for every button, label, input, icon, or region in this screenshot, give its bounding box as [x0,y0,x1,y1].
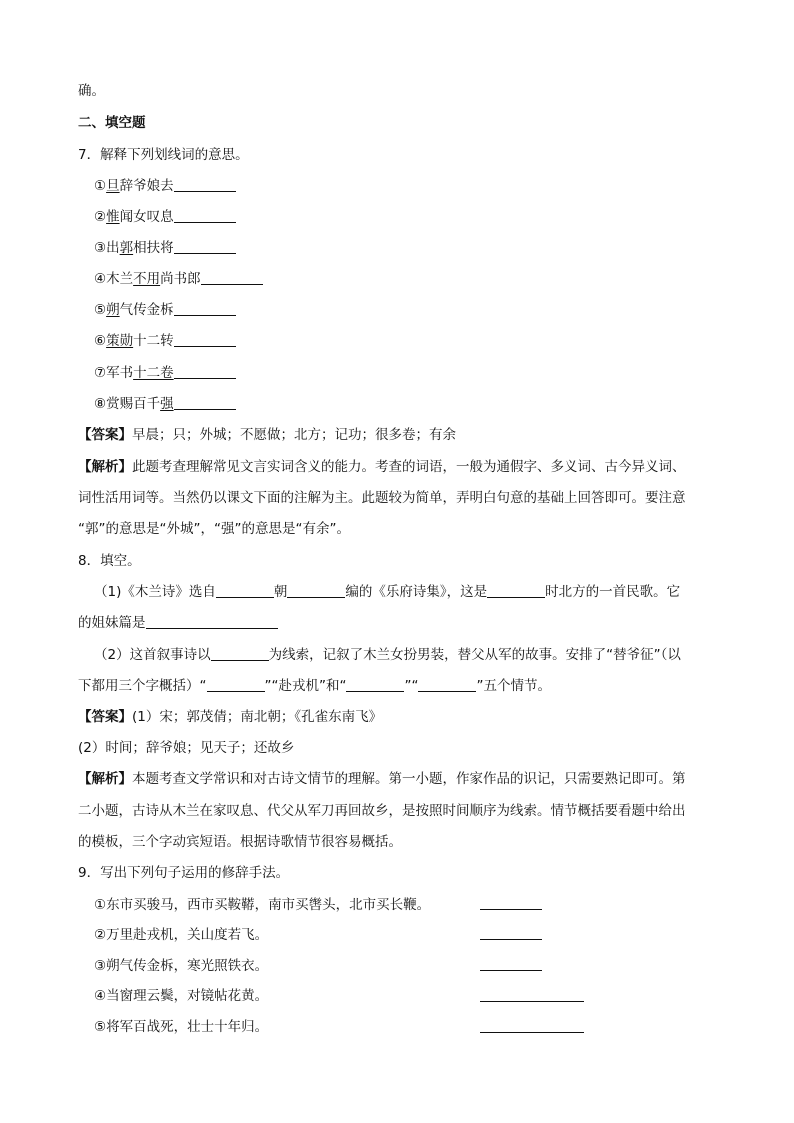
q8-answer-line: (2）时间；辞爷娘；见天子；还故乡 [78,740,295,756]
answer-blank[interactable] [480,908,542,910]
q7-analysis-line: 词性活用词等。当然仍以课文下面的注解为主。此题较为简单，弄明白句意的基础上回答即可。要注意 [78,490,686,506]
answer-blank[interactable] [480,938,542,940]
analysis-tag: 【解析】 [78,771,132,787]
q8-part1-line: 的姐妹篇是 [78,614,278,632]
q7-item: ⑦军书十二卷 [94,364,236,382]
q7-item: ①旦辞爷娘去 [94,177,236,195]
answer-blank[interactable] [211,646,269,661]
answer-blank[interactable] [346,677,404,692]
analysis-tag: 【解析】 [78,459,132,475]
answer-blank[interactable] [480,1000,584,1002]
answer-blank[interactable] [174,364,236,379]
q9-stem: 9．写出下列句子运用的修辞手法。 [78,865,290,881]
q7-item: ⑤朔气传金柝 [94,301,236,319]
q8-analysis-line: 二小题，古诗从木兰在家叹息、代父从军刀再回故乡，是按照时间顺序为线索。情节概括要看题中给出 [78,803,686,819]
q7-item: ②惟闻女叹息 [94,208,236,226]
q7-stem: 7．解释下列划线词的意思。 [78,147,249,163]
answer-blank[interactable] [174,208,236,223]
answer-blank[interactable] [146,614,278,629]
answer-blank[interactable] [174,395,236,410]
answer-blank[interactable] [287,583,345,598]
answer-blank[interactable] [174,332,236,347]
q7-item: ⑥策勋十二转 [94,332,236,350]
q9-item: ②万里赴戎机，关山度若飞。 [94,927,269,943]
answer-blank[interactable] [174,239,236,254]
answer-tag: 【答案】 [78,709,132,725]
answer-blank[interactable] [487,583,545,598]
q8-part1-line: （1)《木兰诗》选自 朝 编的《乐府诗集》，这是 时北方的一首民歌。它 [94,584,681,600]
q9-item: ③朔气传金柝，寒光照铁衣。 [94,958,269,974]
q7-item: ④木兰不用尚书郎 [94,270,263,288]
answer-blank[interactable] [174,301,236,316]
answer-blank[interactable] [480,969,542,971]
q8-analysis-line: 【解析】本题考查文学常识和对古诗文情节的理解。第一小题，作家作品的识记，只需要熟记即可。第 [78,771,686,787]
q9-item: ①东市买骏马，西市买鞍鞯，南市买辔头，北市买长鞭。 [94,897,431,913]
answer-text: 早晨；只；外城；不愿做；北方；记功；很多卷；有余 [132,427,456,443]
q8-stem: 8．填空。 [78,553,141,569]
q7-analysis-line: 【解析】此题考查理解常见文言实词含义的能力。考查的词语，一般为通假字、多义词、古今异义词、 [78,459,686,475]
previous-text-fragment: 确。 [78,83,105,99]
q7-answer [78,426,456,444]
answer-blank[interactable] [216,583,274,598]
q7-analysis-line: “郭”的意思是“外城”，“强”的意思是“有余”。 [78,521,350,537]
answer-blank[interactable] [174,177,236,192]
q7-item: ⑧赏赐百千强 [94,395,236,413]
answer-blank[interactable] [207,677,265,692]
answer-blank[interactable] [480,1031,584,1033]
q7-item: ③出郭相扶将 [94,239,236,257]
answer-blank[interactable] [418,677,476,692]
q8-part2-line: （2）这首叙事诗以 为线索，记叙了木兰女扮男装，替父从军的故事。安排了“替爷征”（以 [94,647,681,663]
answer-blank[interactable] [201,270,263,285]
q8-answer: 【答案】(1）宋；郭茂倩；南北朝；《孔雀东南飞》 [78,709,383,725]
answer-tag: 【答案】 [78,427,132,443]
section-heading: 二、填空题 [78,115,146,131]
q8-part2-line: 下都用三个字概括）“ ”“赴戎机”和“ ”“ ”五个情节。 [78,678,551,694]
q9-item: ④当窗理云鬓，对镜帖花黄。 [94,988,269,1004]
q8-analysis-line: 的模板，三个字动宾短语。根据诗歌情节很容易概括。 [78,834,402,850]
q9-item: ⑤将军百战死，壮士十年归。 [94,1019,269,1035]
